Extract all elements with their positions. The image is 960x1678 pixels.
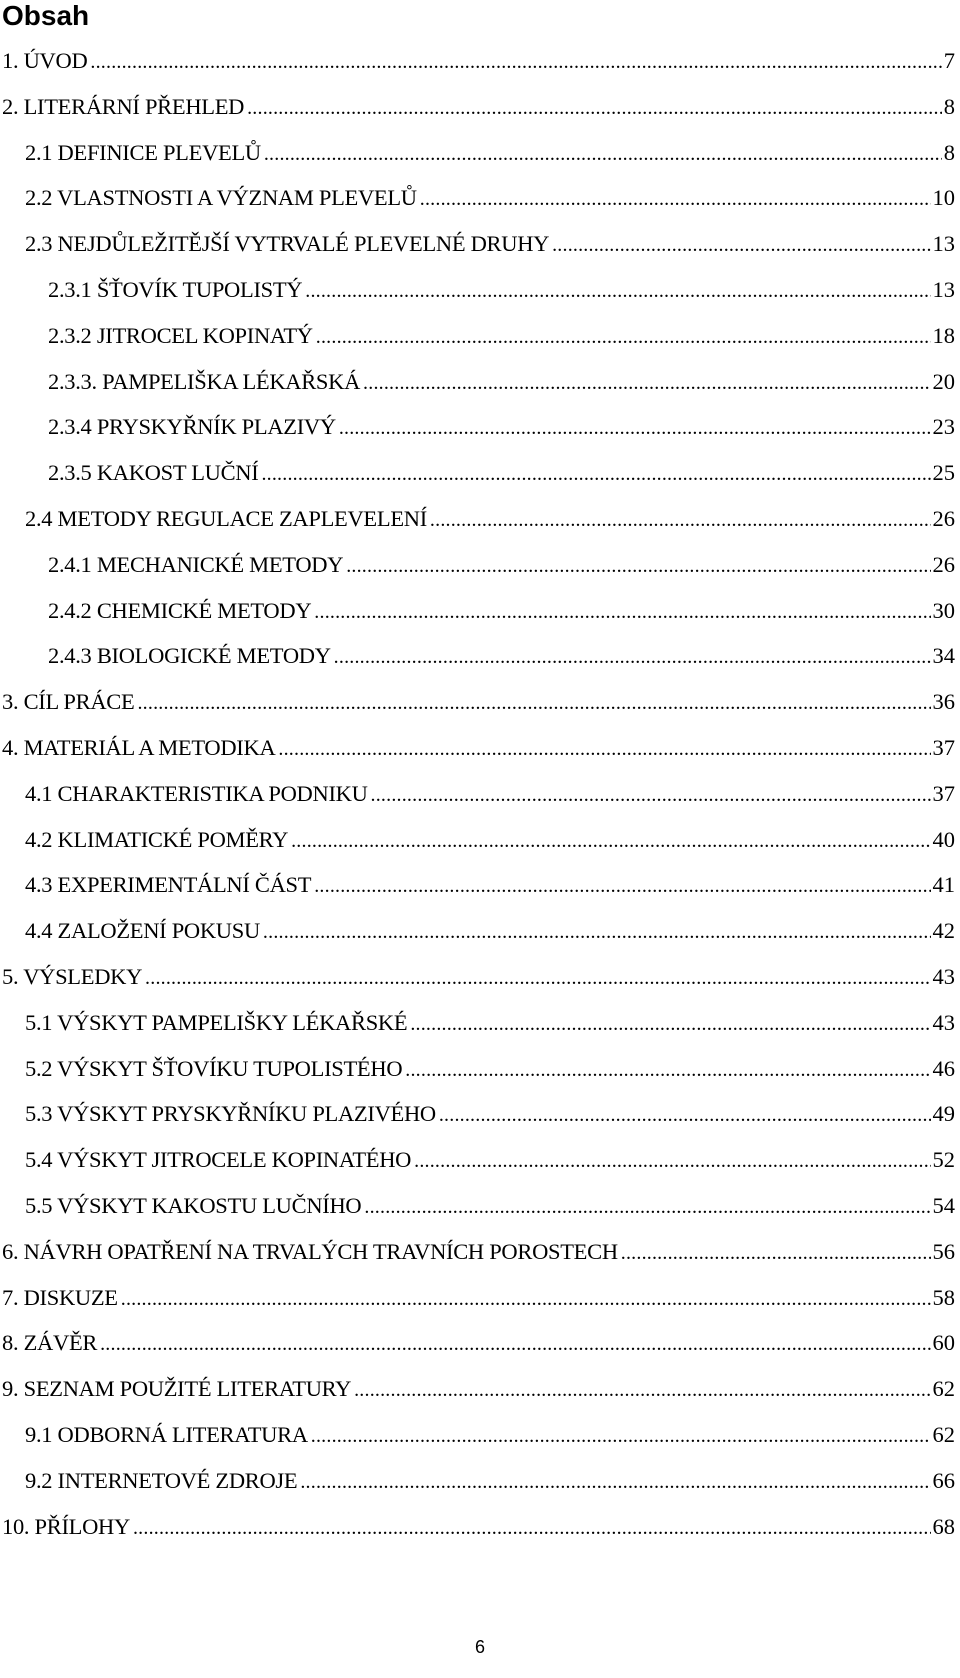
toc-dot-leader [311, 1420, 931, 1451]
toc-entry-label: 5.1 VÝSKYT PAMPELIŠKY LÉKAŘSKÉ [25, 1010, 408, 1035]
toc-entry[interactable] [48, 367, 955, 397]
toc-entry-label: 6. NÁVRH OPATŘENÍ NA TRVALÝCH TRAVNÍCH POROSTECH [2, 1239, 618, 1264]
toc-entry-page: 52 [932, 1147, 955, 1172]
page-title: Obsah [2, 0, 90, 31]
toc-entry-label: 9.2 INTERNETOVÉ ZDROJE [25, 1468, 298, 1493]
toc-entry-label: 4.3 EXPERIMENTÁLNÍ ČÁST [25, 872, 312, 897]
toc-dot-leader [316, 321, 931, 352]
toc-entry-label: 2.2 VLASTNOSTI A VÝZNAM PLEVELŮ [25, 185, 417, 210]
page-number: 6 [474, 1637, 485, 1657]
toc-entry-label: 2.4 METODY REGULACE ZAPLEVELENÍ [25, 506, 427, 531]
toc-entry-page: 37 [932, 781, 955, 806]
toc-entry[interactable] [48, 550, 955, 580]
toc-dot-leader [339, 412, 931, 443]
toc-entry-page: 13 [932, 277, 955, 302]
toc-entry[interactable] [25, 1145, 955, 1175]
toc-entry[interactable] [2, 1283, 955, 1313]
toc-entry[interactable] [2, 733, 955, 763]
toc-dot-leader [346, 550, 930, 581]
toc-entry[interactable] [25, 870, 955, 900]
toc-dot-leader [430, 504, 931, 535]
toc-entry-page: 62 [932, 1376, 955, 1401]
toc-dot-leader [314, 596, 930, 627]
toc-entry-label: 9.1 ODBORNÁ LITERATURA [25, 1422, 308, 1447]
toc-entry-label: 5.3 VÝSKYT PRYSKYŘNÍKU PLAZIVÉHO [25, 1101, 436, 1126]
toc-entry-page: 7 [943, 48, 955, 73]
toc-dot-leader [121, 1283, 931, 1314]
toc-entry-label: 3. CÍL PRÁCE [2, 689, 135, 714]
toc-entry-page: 8 [943, 94, 955, 119]
toc-entry-page: 13 [932, 231, 955, 256]
toc-entry[interactable] [2, 1512, 955, 1542]
toc-entry-label: 7. DISKUZE [2, 1285, 118, 1310]
toc-entry-page: 26 [932, 552, 955, 577]
toc-entry-label: 2.4.3 BIOLOGICKÉ METODY [48, 643, 331, 668]
toc-entry-page: 26 [932, 506, 955, 531]
toc-entry-label: 2. LITERÁRNÍ PŘEHLED [2, 94, 245, 119]
toc-entry-label: 4. MATERIÁL A METODIKA [2, 735, 276, 760]
toc-entry-label: 2.4.2 CHEMICKÉ METODY [48, 598, 312, 623]
toc-entry-label: 2.1 DEFINICE PLEVELŮ [25, 140, 261, 165]
toc-entry-page: 54 [932, 1193, 955, 1218]
toc-entry-label: 2.3.4 PRYSKYŘNÍK PLAZIVÝ [48, 414, 336, 439]
toc-entry-page: 10 [932, 185, 955, 210]
toc-entry[interactable] [25, 916, 955, 946]
toc-entry-page: 60 [932, 1330, 955, 1355]
toc-dot-leader [278, 733, 930, 764]
toc-dot-leader [133, 1512, 931, 1543]
toc-entry-page: 43 [932, 1010, 955, 1035]
toc-dot-leader [363, 367, 930, 398]
toc-entry-label: 2.3.5 KAKOST LUČNÍ [48, 460, 259, 485]
toc-dot-leader [137, 687, 930, 718]
toc-entry[interactable] [48, 412, 955, 442]
toc-entry[interactable] [2, 92, 955, 122]
toc-entry-label: 5.5 VÝSKYT KAKOSTU LUČNÍHO [25, 1193, 362, 1218]
toc-entry-label: 9. SEZNAM POUŽITÉ LITERATURY [2, 1376, 352, 1401]
toc-entry-page: 37 [932, 735, 955, 760]
toc-entry-label: 2.3.3. PAMPELIŠKA LÉKAŘSKÁ [48, 369, 361, 394]
toc-entry[interactable] [25, 1420, 955, 1450]
toc-entry[interactable] [25, 183, 955, 213]
toc-entry-label: 1. ÚVOD [2, 48, 88, 73]
toc-dot-leader [247, 92, 942, 123]
toc-entry[interactable] [48, 641, 955, 671]
toc-entry[interactable] [25, 504, 955, 534]
toc-entry-label: 2.3 NEJDŮLEŽITĚJŠÍ VYTRVALÉ PLEVELNÉ DRUHY [25, 231, 550, 256]
toc-entry[interactable] [25, 1191, 955, 1221]
toc-entry-page: 49 [932, 1101, 955, 1126]
toc-entry-page: 56 [932, 1239, 955, 1264]
toc-entry-label: 5.4 VÝSKYT JITROCELE KOPINATÉHO [25, 1147, 412, 1172]
toc-entry[interactable] [2, 1374, 955, 1404]
toc-entry-page: 30 [932, 598, 955, 623]
toc-entry[interactable] [25, 1054, 955, 1084]
toc-dot-leader [261, 458, 930, 489]
toc-entry[interactable] [48, 596, 955, 626]
toc-entry-page: 62 [932, 1422, 955, 1447]
toc-dot-leader [439, 1099, 931, 1130]
toc-entry-page: 23 [932, 414, 955, 439]
toc-dot-leader [291, 825, 930, 856]
toc-dot-leader [145, 962, 930, 993]
toc-entry[interactable] [2, 46, 955, 76]
toc-entry[interactable] [25, 1466, 955, 1496]
toc-entry[interactable] [48, 458, 955, 488]
toc-entry-page: 40 [932, 827, 955, 852]
toc-entry-label: 5. VÝSLEDKY [2, 964, 143, 989]
toc-entry[interactable] [25, 779, 955, 809]
toc-dot-leader [621, 1237, 931, 1268]
toc-dot-leader [364, 1191, 930, 1222]
toc-entry-page: 42 [932, 918, 955, 943]
toc-entry[interactable] [25, 1008, 955, 1038]
toc-entry[interactable] [2, 1328, 955, 1358]
toc-entry-page: 43 [932, 964, 955, 989]
toc-entry-label: 5.2 VÝSKYT ŠŤOVÍKU TUPOLISTÉHO [25, 1056, 403, 1081]
toc-entry-label: 2.3.2 JITROCEL KOPINATÝ [48, 323, 313, 348]
toc-entry-page: 46 [932, 1056, 955, 1081]
toc-dot-leader [305, 275, 930, 306]
toc-entry-page: 18 [932, 323, 955, 348]
toc-entry-page: 25 [932, 460, 955, 485]
toc-entry-page: 58 [932, 1285, 955, 1310]
toc-entry-page: 36 [932, 689, 955, 714]
toc-entry-page: 66 [932, 1468, 955, 1493]
toc-dot-leader [354, 1374, 930, 1405]
toc-dot-leader [264, 138, 942, 169]
toc-dot-leader [263, 916, 931, 947]
toc-entry-label: 10. PŘÍLOHY [2, 1514, 130, 1539]
toc-entry-page: 41 [932, 872, 955, 897]
toc-entry[interactable] [25, 825, 955, 855]
toc-dot-leader [410, 1008, 930, 1039]
toc-dot-leader [300, 1466, 930, 1497]
toc-entry[interactable] [2, 962, 955, 992]
toc-entry-label: 4.4 ZALOŽENÍ POKUSU [25, 918, 260, 943]
toc-entry-label: 8. ZÁVĚR [2, 1330, 98, 1355]
toc-entry-page: 20 [932, 369, 955, 394]
toc-entry-page: 34 [932, 643, 955, 668]
toc-entry[interactable] [25, 138, 955, 168]
toc-dot-leader [314, 870, 930, 901]
toc-entry[interactable] [2, 687, 955, 717]
toc-entry-label: 4.2 KLIMATICKÉ POMĚRY [25, 827, 289, 852]
toc-entry-page: 8 [943, 140, 955, 165]
toc-entry-label: 2.3.1 ŠŤOVÍK TUPOLISTÝ [48, 277, 303, 302]
toc-dot-leader [405, 1054, 930, 1085]
toc-dot-leader [552, 229, 930, 260]
toc-entry-label: 4.1 CHARAKTERISTIKA PODNIKU [25, 781, 368, 806]
toc-dot-leader [90, 46, 941, 77]
toc-entry[interactable] [48, 321, 955, 351]
toc-entry[interactable] [2, 1237, 955, 1267]
toc-dot-leader [414, 1145, 930, 1176]
toc-entry[interactable] [25, 229, 955, 259]
toc-dot-leader [100, 1328, 930, 1359]
toc-dot-leader [420, 183, 931, 214]
toc-dot-leader [371, 779, 931, 810]
toc-entry-label: 2.4.1 MECHANICKÉ METODY [48, 552, 344, 577]
toc-entry-page: 68 [932, 1514, 955, 1539]
toc-entry[interactable] [48, 275, 955, 305]
toc-entry[interactable] [25, 1099, 955, 1129]
toc-dot-leader [334, 641, 931, 672]
